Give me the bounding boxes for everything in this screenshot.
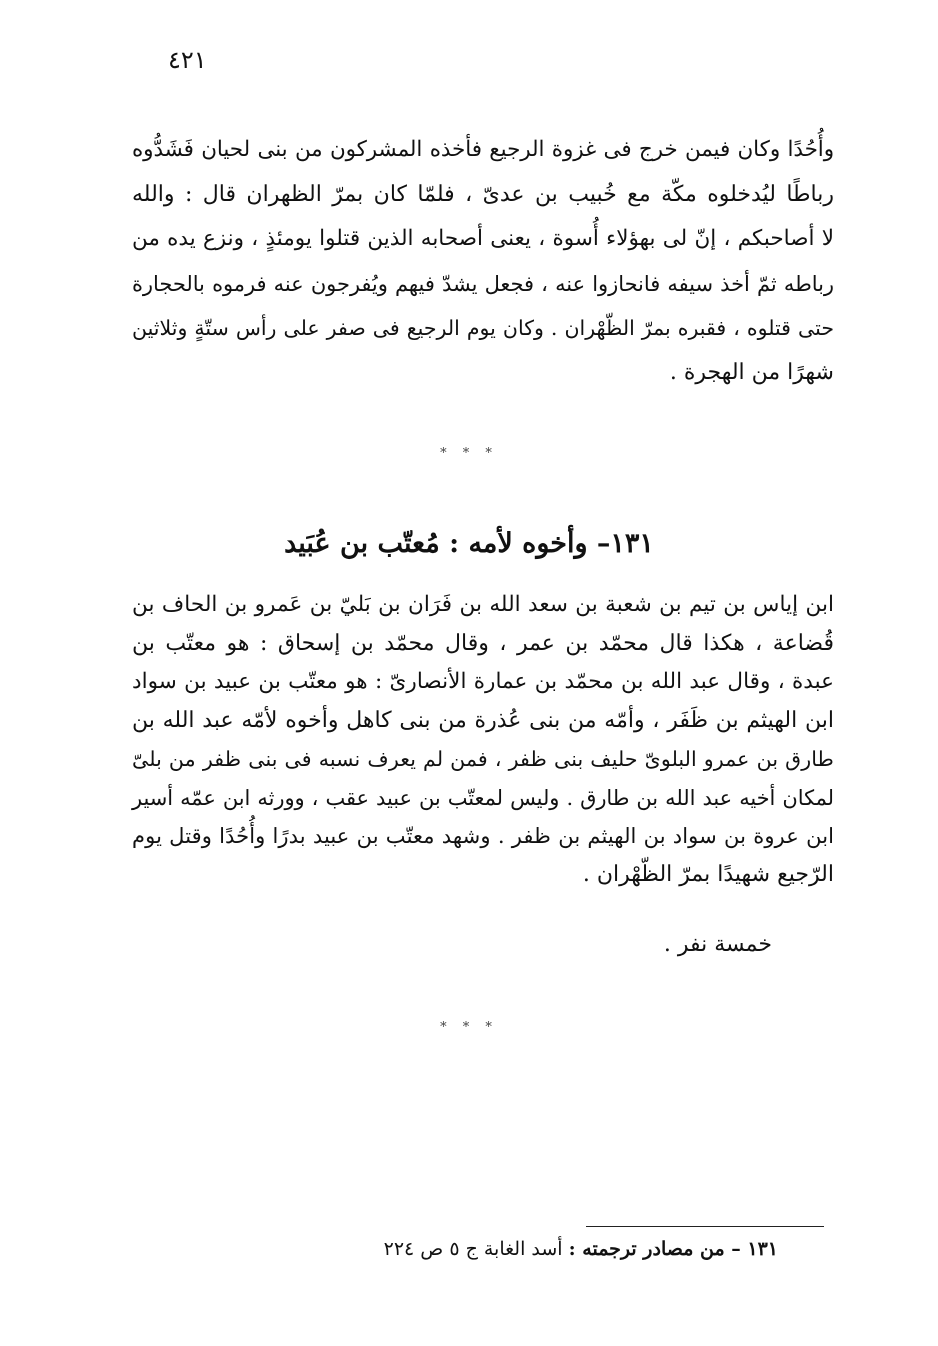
- paragraph-line: وأُحُدًا وكان فيمن خرج فى غزوة الرجيع فأخذه المشركون من بنى لحيان فَشَدُّوه: [132, 137, 834, 162]
- footnote-divider: [586, 1226, 824, 1227]
- paragraph-line: رباطه ثمّ أخذ سيفه فانحازوا عنه ، فجعل يشدّ فيهم ويُفرجون عنه فرموه بالحجارة: [132, 271, 834, 296]
- intro-paragraph: [132, 128, 834, 395]
- footnote-label: ١٣١ – من مصادر ترجمته :: [568, 1238, 778, 1260]
- paragraph-line: ابن عروة بن سواد بن الهيثم بن ظفر . وشهد معتّب بن عبيد بدرًا وأُحُدًا وقتل يوم: [132, 823, 834, 848]
- paragraph-line: لا أصاحبكم ، إنّ لى بهؤلاء أُسوة ، يعنى أصحابه الذين قتلوا يومئذٍ ، ونزع يده من: [132, 226, 834, 251]
- paragraph-line: قُضاعة ، هكذا قال محمّد بن عمر ، وقال محمّد بن إسحاق : هو معتّب بن: [132, 630, 834, 656]
- footnote-text: أسد الغابة ج ٥ ص ٢٢٤: [383, 1238, 563, 1260]
- footnote: [384, 1238, 778, 1260]
- paragraph-line: طارق بن عمرو البلوىّ حليف بنى ظفر ، فمن لم يعرف نسبه فى بنى ظفر من بلىّ: [132, 747, 834, 771]
- paragraph-line: رباطًا ليُدخلوه مكّة مع خُبيب بن عدىّ ، فلمّا كان بمرّ الظهران قال : والله: [132, 181, 834, 207]
- page-number: ٤٢١: [168, 46, 207, 74]
- paragraph-line: ابن الهيثم بن ظَفَر ، وأمّه من بنى عُذرة من بنى كاهل وأخوه لأمّه عبد الله بن: [132, 707, 834, 733]
- paragraph-line: ابن إياس بن تيم بن شعبة بن سعد الله بن فَرَان بن بَليّ بن عَمرو بن الحاف بن: [132, 592, 834, 617]
- paragraph-line: حتى قتلوه ، فقبره بمرّ الظّهْران . وكان يوم الرجيع فى صفر على رأس ستّةٍ وثلاثين: [132, 316, 834, 340]
- entry-heading: ١٣١– وأخوه لأمه : مُعتّب بن عُبَيد: [284, 528, 654, 559]
- paragraph-line: عبدة ، وقال عبد الله بن محمّد بن عمارة الأنصارىّ : هو معتّب بن عبيد بن سواد: [132, 669, 834, 694]
- paragraph-line: لمكان أخيه عبد الله بن طارق . وليس لمعتّب بن عبيد عقب ، وورثه ابن عمّه أسير: [132, 785, 834, 810]
- paragraph-line: شهرًا من الهجرة .: [669, 359, 834, 385]
- entry-paragraph: [132, 586, 834, 894]
- section-separator: * * *: [440, 446, 498, 461]
- paragraph-line: الرّجيع شهيدًا بمرّ الظّهْران .: [582, 861, 834, 887]
- closing-line: خمسة نفر .: [663, 932, 772, 957]
- section-separator: * * *: [440, 1020, 498, 1035]
